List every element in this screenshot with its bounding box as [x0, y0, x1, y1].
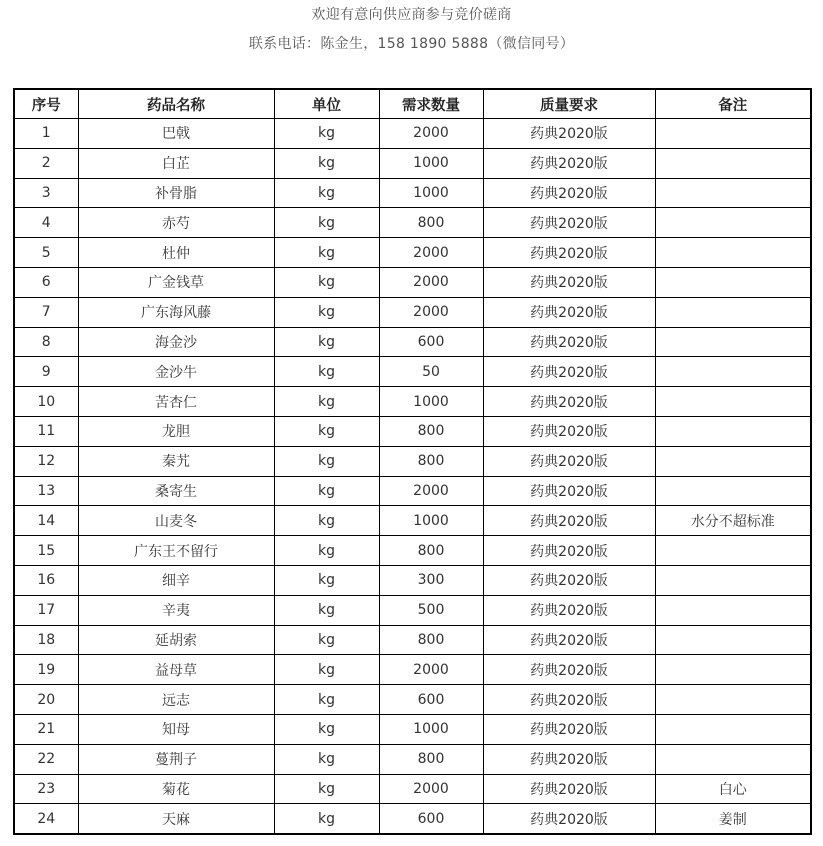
- header-remark: 备注: [655, 89, 811, 119]
- cell-drug-name: 菊花: [78, 774, 274, 804]
- cell-unit: kg: [274, 297, 379, 327]
- table-row: [14, 774, 811, 804]
- cell-quality: 药典2020版: [483, 625, 655, 655]
- cell-remark: [655, 446, 811, 476]
- cell-unit: kg: [274, 446, 379, 476]
- cell-unit: kg: [274, 357, 379, 387]
- cell-quality: 药典2020版: [483, 774, 655, 804]
- cell-index: 4: [14, 208, 78, 238]
- cell-remark: [655, 178, 811, 208]
- cell-unit: kg: [274, 387, 379, 417]
- cell-remark: [655, 685, 811, 715]
- cell-unit: kg: [274, 625, 379, 655]
- header-drug-name: 药品名称: [78, 89, 274, 119]
- table-row: [14, 208, 811, 238]
- table-row: [14, 506, 811, 536]
- intro-contact: 联系电话：陈金生，158 1890 5888（微信同号）: [248, 36, 575, 52]
- cell-remark: [655, 595, 811, 625]
- cell-index: 24: [14, 804, 78, 834]
- cell-index: 14: [14, 506, 78, 536]
- cell-quality: 药典2020版: [483, 416, 655, 446]
- cell-quality: 药典2020版: [483, 387, 655, 417]
- cell-quality: 药典2020版: [483, 446, 655, 476]
- cell-quantity: 800: [379, 625, 483, 655]
- cell-remark: [655, 476, 811, 506]
- cell-index: 23: [14, 774, 78, 804]
- cell-drug-name: 杜仲: [78, 238, 274, 268]
- cell-unit: kg: [274, 804, 379, 834]
- cell-drug-name: 天麻: [78, 804, 274, 834]
- cell-quality: 药典2020版: [483, 267, 655, 297]
- table-row: [14, 119, 811, 149]
- table-row: [14, 446, 811, 476]
- cell-index: 18: [14, 625, 78, 655]
- cell-remark: [655, 714, 811, 744]
- cell-index: 13: [14, 476, 78, 506]
- cell-remark: [655, 148, 811, 178]
- cell-unit: kg: [274, 148, 379, 178]
- cell-index: 12: [14, 446, 78, 476]
- cell-quantity: 800: [379, 208, 483, 238]
- cell-quality: 药典2020版: [483, 178, 655, 208]
- cell-quality: 药典2020版: [483, 208, 655, 238]
- cell-quantity: 1000: [379, 387, 483, 417]
- cell-drug-name: 广东海风藤: [78, 297, 274, 327]
- table-row: [14, 387, 811, 417]
- cell-unit: kg: [274, 595, 379, 625]
- cell-drug-name: 知母: [78, 714, 274, 744]
- table-row: [14, 685, 811, 715]
- header-unit: 单位: [274, 89, 379, 119]
- cell-quality: 药典2020版: [483, 148, 655, 178]
- cell-index: 17: [14, 595, 78, 625]
- cell-quantity: 2000: [379, 655, 483, 685]
- cell-quantity: 600: [379, 685, 483, 715]
- cell-quality: 药典2020版: [483, 804, 655, 834]
- table-row: [14, 565, 811, 595]
- cell-drug-name: 延胡索: [78, 625, 274, 655]
- table-row: [14, 416, 811, 446]
- cell-unit: kg: [274, 208, 379, 238]
- cell-index: 5: [14, 238, 78, 268]
- cell-drug-name: 补骨脂: [78, 178, 274, 208]
- cell-unit: kg: [274, 238, 379, 268]
- cell-quantity: 500: [379, 595, 483, 625]
- cell-quantity: 600: [379, 804, 483, 834]
- cell-drug-name: 广东王不留行: [78, 536, 274, 566]
- cell-remark: [655, 536, 811, 566]
- cell-index: 10: [14, 387, 78, 417]
- cell-unit: kg: [274, 685, 379, 715]
- cell-remark: [655, 744, 811, 774]
- cell-quality: 药典2020版: [483, 357, 655, 387]
- cell-index: 11: [14, 416, 78, 446]
- table-row: [14, 357, 811, 387]
- cell-drug-name: 山麦冬: [78, 506, 274, 536]
- cell-quantity: 600: [379, 327, 483, 357]
- cell-index: 19: [14, 655, 78, 685]
- cell-drug-name: 远志: [78, 685, 274, 715]
- cell-remark: [655, 267, 811, 297]
- cell-quantity: 800: [379, 416, 483, 446]
- cell-quantity: 1000: [379, 178, 483, 208]
- cell-drug-name: 白芷: [78, 148, 274, 178]
- cell-quantity: 1000: [379, 714, 483, 744]
- cell-drug-name: 细辛: [78, 565, 274, 595]
- cell-remark: [655, 238, 811, 268]
- cell-drug-name: 广金钱草: [78, 267, 274, 297]
- table-header-row: [14, 89, 811, 119]
- cell-unit: kg: [274, 506, 379, 536]
- cell-quantity: 2000: [379, 476, 483, 506]
- cell-unit: kg: [274, 655, 379, 685]
- table-row: [14, 238, 811, 268]
- cell-unit: kg: [274, 565, 379, 595]
- cell-index: 9: [14, 357, 78, 387]
- cell-remark: [655, 297, 811, 327]
- cell-quantity: 2000: [379, 774, 483, 804]
- cell-quality: 药典2020版: [483, 595, 655, 625]
- intro-invitation: 欢迎有意向供应商参与竞价磋商: [311, 7, 512, 23]
- cell-index: 8: [14, 327, 78, 357]
- table-row: [14, 744, 811, 774]
- cell-quality: 药典2020版: [483, 714, 655, 744]
- cell-index: 22: [14, 744, 78, 774]
- cell-quantity: 800: [379, 446, 483, 476]
- header-quantity: 需求数量: [379, 89, 483, 119]
- cell-quantity: 1000: [379, 506, 483, 536]
- cell-drug-name: 海金沙: [78, 327, 274, 357]
- cell-index: 7: [14, 297, 78, 327]
- cell-drug-name: 桑寄生: [78, 476, 274, 506]
- cell-drug-name: 苦杏仁: [78, 387, 274, 417]
- cell-quantity: 300: [379, 565, 483, 595]
- cell-quality: 药典2020版: [483, 655, 655, 685]
- cell-remark: [655, 357, 811, 387]
- table-row: [14, 267, 811, 297]
- cell-index: 16: [14, 565, 78, 595]
- cell-quantity: 2000: [379, 119, 483, 149]
- cell-remark: 白心: [655, 774, 811, 804]
- cell-quantity: 2000: [379, 267, 483, 297]
- cell-index: 6: [14, 267, 78, 297]
- cell-index: 2: [14, 148, 78, 178]
- cell-index: 3: [14, 178, 78, 208]
- cell-quality: 药典2020版: [483, 536, 655, 566]
- header-index: 序号: [14, 89, 78, 119]
- cell-drug-name: 金沙牛: [78, 357, 274, 387]
- cell-remark: [655, 625, 811, 655]
- cell-unit: kg: [274, 744, 379, 774]
- cell-unit: kg: [274, 327, 379, 357]
- cell-drug-name: 蔓荆子: [78, 744, 274, 774]
- cell-quality: 药典2020版: [483, 476, 655, 506]
- cell-remark: 水分不超标准: [655, 506, 811, 536]
- cell-drug-name: 巴戟: [78, 119, 274, 149]
- table-row: [14, 655, 811, 685]
- table-row: [14, 714, 811, 744]
- cell-remark: [655, 565, 811, 595]
- table-row: [14, 148, 811, 178]
- cell-remark: [655, 208, 811, 238]
- procurement-table: [13, 88, 812, 835]
- cell-drug-name: 龙胆: [78, 416, 274, 446]
- table-row: [14, 625, 811, 655]
- cell-unit: kg: [274, 119, 379, 149]
- cell-remark: [655, 387, 811, 417]
- table-row: [14, 476, 811, 506]
- cell-quality: 药典2020版: [483, 119, 655, 149]
- cell-quantity: 800: [379, 536, 483, 566]
- cell-quality: 药典2020版: [483, 565, 655, 595]
- cell-quality: 药典2020版: [483, 506, 655, 536]
- cell-drug-name: 赤芍: [78, 208, 274, 238]
- cell-remark: [655, 327, 811, 357]
- cell-unit: kg: [274, 536, 379, 566]
- table-row: [14, 595, 811, 625]
- cell-drug-name: 辛夷: [78, 595, 274, 625]
- cell-quality: 药典2020版: [483, 744, 655, 774]
- cell-quantity: 2000: [379, 297, 483, 327]
- cell-unit: kg: [274, 178, 379, 208]
- table-row: [14, 804, 811, 834]
- cell-quality: 药典2020版: [483, 685, 655, 715]
- table-body: [14, 119, 811, 835]
- cell-remark: [655, 416, 811, 446]
- cell-unit: kg: [274, 476, 379, 506]
- cell-index: 1: [14, 119, 78, 149]
- cell-drug-name: 秦艽: [78, 446, 274, 476]
- cell-unit: kg: [274, 714, 379, 744]
- cell-quantity: 1000: [379, 148, 483, 178]
- table-row: [14, 327, 811, 357]
- cell-remark: [655, 655, 811, 685]
- cell-index: 21: [14, 714, 78, 744]
- table-row: [14, 178, 811, 208]
- cell-quantity: 800: [379, 744, 483, 774]
- cell-remark: 姜制: [655, 804, 811, 834]
- cell-index: 20: [14, 685, 78, 715]
- cell-quality: 药典2020版: [483, 327, 655, 357]
- cell-quality: 药典2020版: [483, 297, 655, 327]
- cell-remark: [655, 119, 811, 149]
- cell-quality: 药典2020版: [483, 238, 655, 268]
- cell-unit: kg: [274, 267, 379, 297]
- table-row: [14, 536, 811, 566]
- cell-unit: kg: [274, 416, 379, 446]
- cell-quantity: 50: [379, 357, 483, 387]
- cell-unit: kg: [274, 774, 379, 804]
- header-quality: 质量要求: [483, 89, 655, 119]
- cell-quantity: 2000: [379, 238, 483, 268]
- cell-index: 15: [14, 536, 78, 566]
- cell-drug-name: 益母草: [78, 655, 274, 685]
- table-row: [14, 297, 811, 327]
